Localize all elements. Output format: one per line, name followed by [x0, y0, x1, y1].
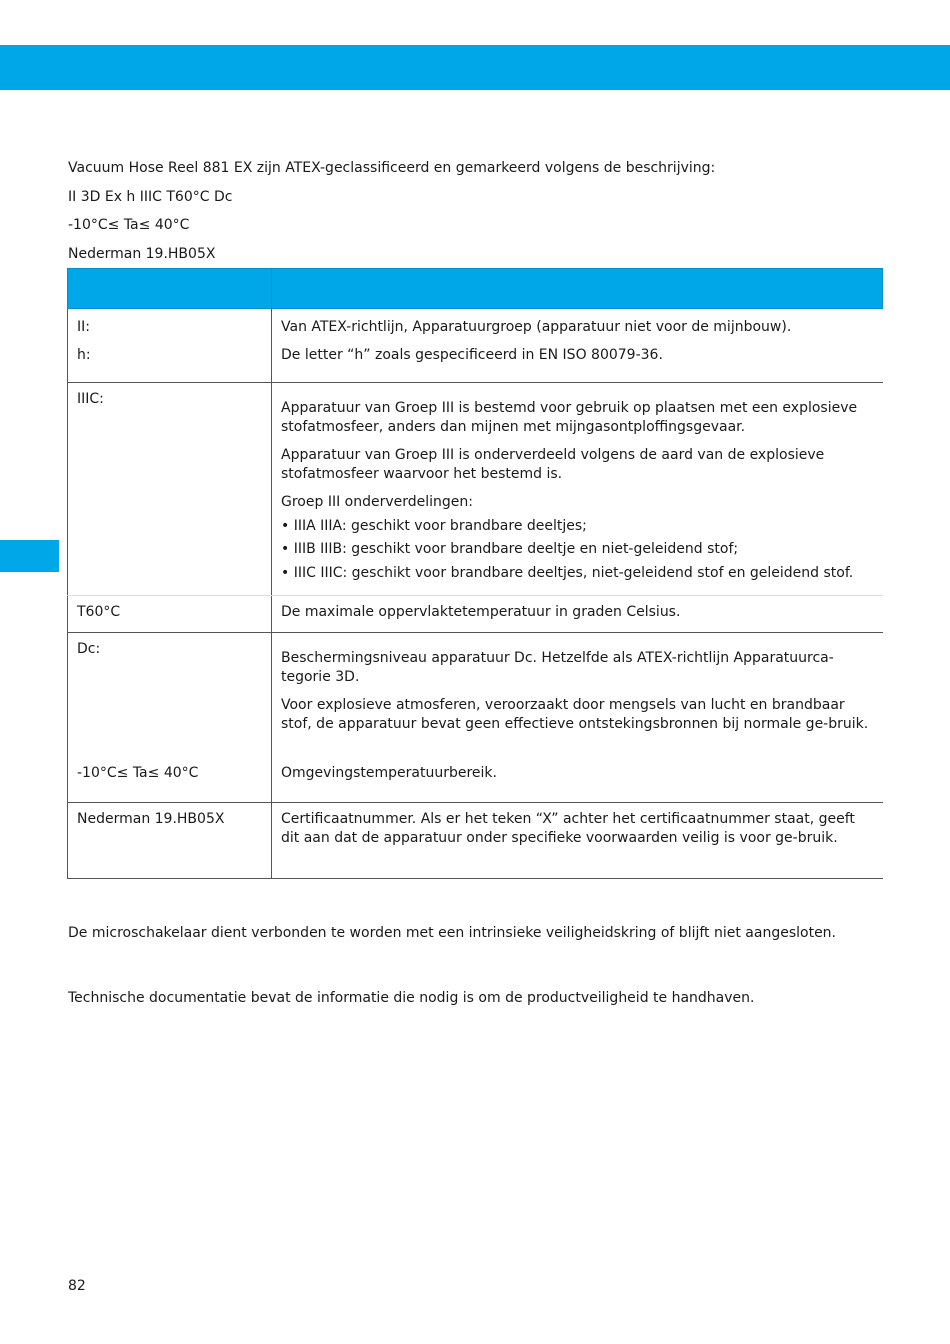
- table-cell-description: De maximale oppervlaktetemperatuur in graden Celsius.: [272, 596, 883, 633]
- table-cell-code: h:: [68, 346, 272, 383]
- table-row: [68, 309, 883, 347]
- technical-documentation-note: Technische documentatie bevat de informatie die nodig is om de productveiligheid te handhaven.: [68, 990, 755, 1006]
- bullet-item: • IIIA IIIA: geschikt voor brandbare deeltjes;: [281, 517, 587, 534]
- table-row: [68, 633, 883, 765]
- description-paragraph: Groep III onderverdelingen:: [281, 494, 473, 510]
- description-paragraph: Beschermingsniveau apparatuur Dc. Hetzelfde als ATEX-richtlijn Apparatuurca-tegorie 3D.: [281, 650, 834, 685]
- description-paragraph: Apparatuur van Groep III is bestemd voor gebruik op plaatsen met een explosieve stofatmosfeer, anders dan mijnen met mijngasontploffingsgevaar.: [281, 400, 858, 435]
- table-header-row: [68, 269, 883, 309]
- table-cell-code: Nederman 19.HB05X: [68, 803, 272, 879]
- table-cell-code: II:: [68, 309, 272, 347]
- table-row: [68, 383, 883, 596]
- description-paragraph: Voor explosieve atmosferen, veroorzaakt door mengsels van lucht en brandbaar stof, de apparatuur bevat geen effectieve ontstekingsbronnen bij normale ge-bruik.: [281, 697, 869, 732]
- temperature-range: -10°C≤ Ta≤ 40°C: [68, 217, 190, 233]
- table-header-cell-description: [272, 269, 883, 309]
- table-row: [68, 596, 883, 633]
- intro-block: [68, 158, 888, 272]
- table-row: [68, 764, 883, 803]
- section-tab-marker: [0, 540, 59, 572]
- table-cell-description: De letter “h” zoals gespecificeerd in EN ISO 80079-36.: [272, 346, 883, 383]
- certificate-number: Nederman 19.HB05X: [68, 245, 216, 262]
- bullet-item: • IIIB IIIB: geschikt voor brandbare deeltje en niet-geleidend stof;: [281, 541, 739, 557]
- atex-marking: II 3D Ex h IIIC T60°C Dc: [68, 188, 233, 205]
- table-cell-code: T60°C: [68, 596, 272, 633]
- table-cell-description: Van ATEX-richtlijn, Apparatuurgroep (apparatuur niet voor de mijnbouw).: [272, 309, 883, 347]
- table-cell-description: [272, 633, 883, 765]
- table-cell-description: [272, 383, 883, 596]
- table-row: [68, 803, 883, 879]
- atex-marking-table: [67, 268, 883, 879]
- table-cell-code: IIIC:: [68, 383, 272, 596]
- header-bar: [0, 45, 950, 90]
- microswitch-note: De microschakelaar dient verbonden te worden met een intrinsieke veiligheidskring of blijft niet aangesloten.: [68, 925, 837, 941]
- table-cell-code: Dc:: [68, 633, 272, 765]
- table-header-cell-code: [68, 269, 272, 309]
- table-row: [68, 346, 883, 383]
- page-number: 82: [68, 1278, 86, 1294]
- table-cell-code: -10°C≤ Ta≤ 40°C: [68, 764, 272, 803]
- description-paragraph: Apparatuur van Groep III is onderverdeeld volgens de aard van de explosieve stofatmosfeer waarvoor het bestemd is.: [281, 447, 825, 482]
- intro-text: Vacuum Hose Reel 881 EX zijn ATEX-geclassificeerd en gemarkeerd volgens de beschrijving:: [68, 160, 716, 176]
- table-cell-description: Certificaatnummer. Als er het teken “X” achter het certificaatnummer staat, geeft dit aan dat de apparatuur onder specifieke voorwaarden veilig is voor ge-bruik.: [272, 803, 883, 879]
- bullet-item: • IIIC IIIC: geschikt voor brandbare deeltjes, niet-geleidend stof en geleidend stof.: [281, 564, 854, 581]
- table-cell-description: Omgevingstemperatuurbereik.: [272, 764, 883, 803]
